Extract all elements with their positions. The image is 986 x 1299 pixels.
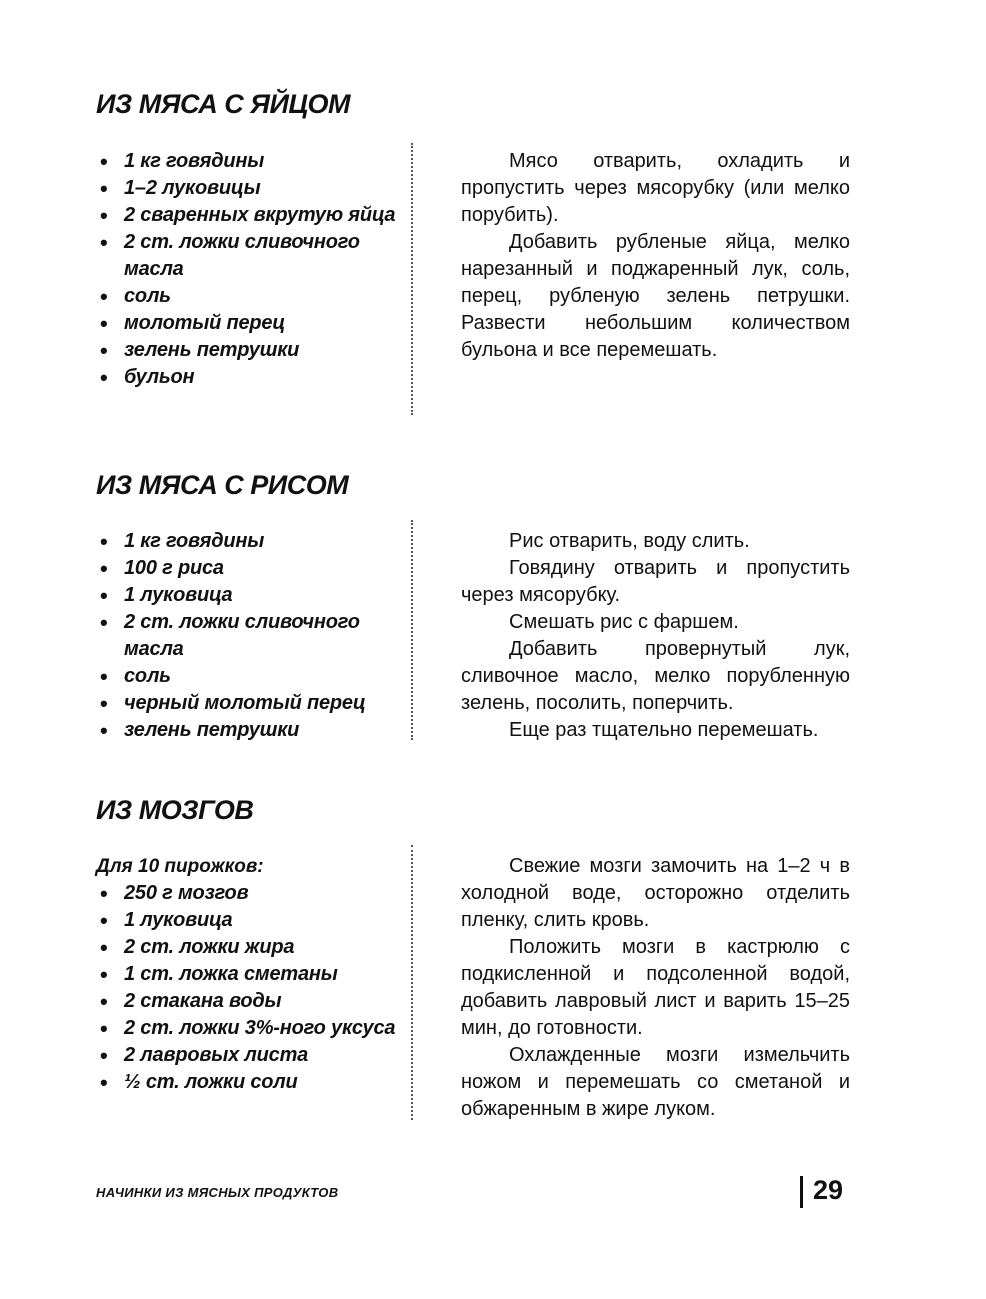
method-paragraph: Охлажденные мозги измельчить ножом и перемешать со сметаной и обжаренным в жире луком. bbox=[461, 1044, 850, 1120]
ingredient-item: • 2 лавровых листа bbox=[96, 1042, 396, 1069]
ingredient-item: • 1 луковица bbox=[96, 907, 396, 934]
section-title: ИЗ МЯСА С ЯЙЦОМ bbox=[96, 89, 351, 119]
ingredient-item: • бульон bbox=[96, 364, 396, 391]
method-text bbox=[461, 853, 850, 1123]
section-title: ИЗ МОЗГОВ bbox=[96, 795, 254, 825]
ingredient-list bbox=[96, 528, 396, 744]
ingredient-item: • 1 ст. ложка сметаны bbox=[96, 961, 396, 988]
method-paragraph: Смешать рис с фаршем. bbox=[509, 611, 739, 633]
ingredient-item: • 1 луковица bbox=[96, 582, 396, 609]
page-number-bar bbox=[800, 1176, 803, 1208]
section-title: ИЗ МЯСА С РИСОМ bbox=[96, 470, 349, 500]
ingredient-item: • соль bbox=[96, 663, 396, 690]
ingredient-item: • 2 ст. ложки сливочного масла bbox=[96, 609, 396, 663]
ingredient-list bbox=[96, 148, 396, 391]
ingredient-item: • 100 г риса bbox=[96, 555, 396, 582]
method-paragraph: Говядину отварить и пропустить через мясорубку. bbox=[461, 557, 850, 606]
column-divider bbox=[411, 520, 413, 740]
method-paragraph: Мясо отварить, охладить и пропустить через мясорубку (или мелко порубить). bbox=[461, 150, 850, 226]
ingredient-item: • 1 кг говядины bbox=[96, 528, 396, 555]
running-footer-title: НАЧИНКИ ИЗ МЯСНЫХ ПРОДУКТОВ bbox=[96, 1185, 339, 1200]
method-paragraph: Положить мозги в кастрюлю с подкисленной и подсоленной водой, добавить лавровый лист и варить 15–25 мин, до готовности. bbox=[461, 936, 850, 1039]
ingredient-item: • 2 сваренных вкрутую яйца bbox=[96, 202, 396, 229]
servings-label: Для 10 пирожков: bbox=[96, 856, 264, 877]
method-text bbox=[461, 528, 850, 744]
ingredient-item: • 250 г мозгов bbox=[96, 880, 396, 907]
ingredient-item: • соль bbox=[96, 283, 396, 310]
ingredient-item: • черный молотый перец bbox=[96, 690, 396, 717]
ingredient-item: • 1 кг говядины bbox=[96, 148, 396, 175]
ingredient-item: • 2 ст. ложки 3%-ного уксуса bbox=[96, 1015, 396, 1042]
page-number: 29 bbox=[813, 1175, 844, 1205]
ingredient-list bbox=[96, 880, 396, 1096]
ingredient-item: • ½ ст. ложки соли bbox=[96, 1069, 396, 1096]
ingredient-item: • 2 ст. ложки сливочного масла bbox=[96, 229, 396, 283]
ingredient-item: • 1–2 луковицы bbox=[96, 175, 396, 202]
method-paragraph: Свежие мозги замочить на 1–2 ч в холодной воде, осторожно отделить пленку, слить кровь. bbox=[461, 855, 850, 931]
column-divider bbox=[411, 143, 413, 415]
ingredient-item: • 2 стакана воды bbox=[96, 988, 396, 1015]
method-paragraph: Добавить рубленые яйца, мелко нарезанный и поджаренный лук, соль, перец, рубленую зелень петрушки. Развести небольшим количеством бульона и все перемешать. bbox=[461, 231, 850, 361]
column-divider bbox=[411, 845, 413, 1120]
method-paragraph: Добавить провернутый лук, сливочное масло, мелко порубленную зелень, посолить, поперчить. bbox=[461, 638, 850, 714]
ingredient-item: • 2 ст. ложки жира bbox=[96, 934, 396, 961]
method-paragraph: Еще раз тщательно перемешать. bbox=[509, 719, 819, 741]
ingredient-item: • молотый перец bbox=[96, 310, 396, 337]
ingredient-item: • зелень петрушки bbox=[96, 717, 396, 744]
method-text bbox=[461, 148, 850, 364]
method-paragraph: Рис отварить, воду слить. bbox=[509, 530, 750, 552]
ingredient-item: • зелень петрушки bbox=[96, 337, 396, 364]
